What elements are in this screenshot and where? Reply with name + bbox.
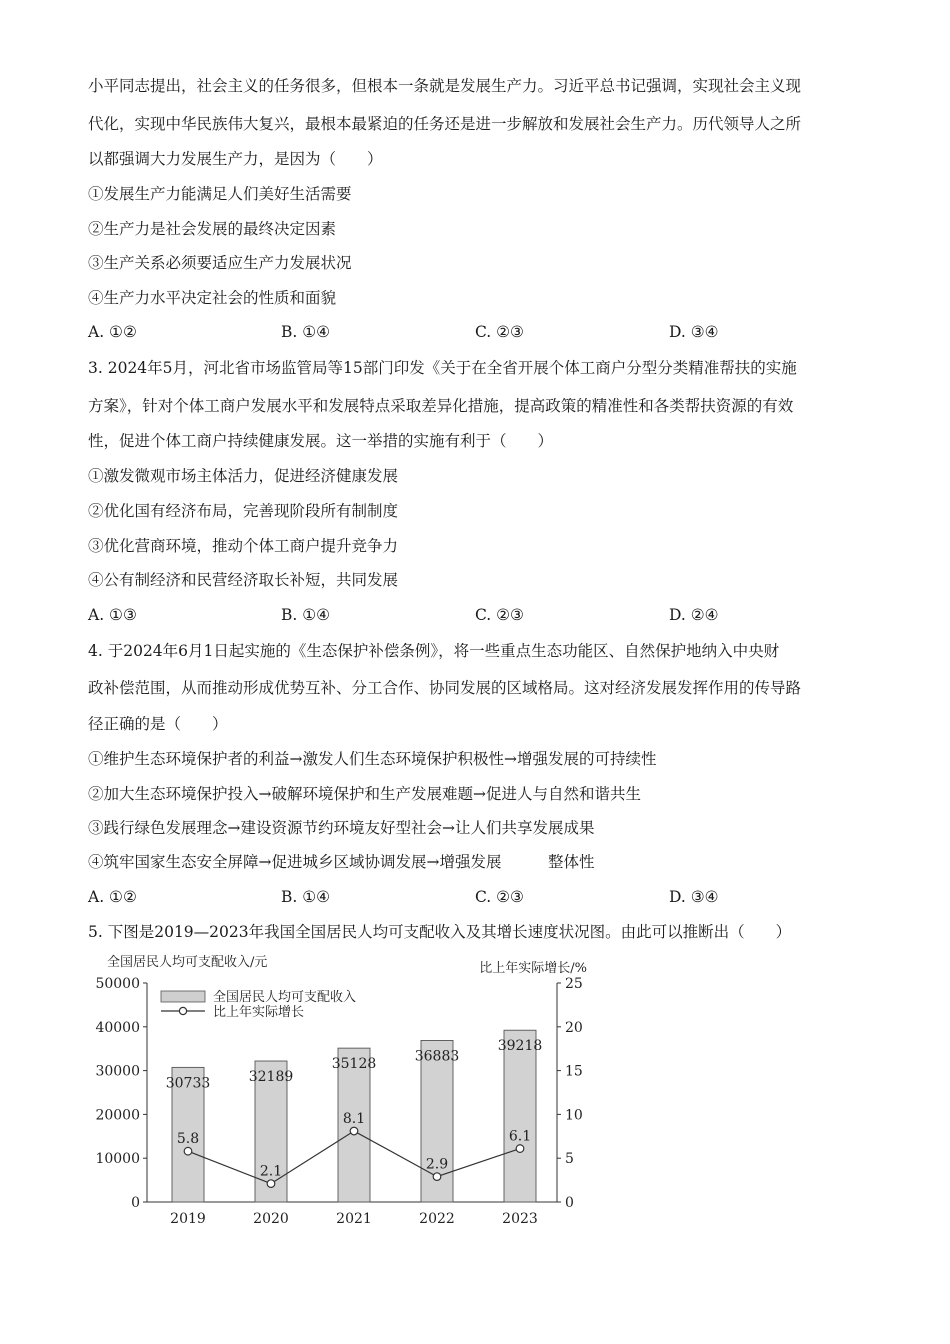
legend-line-label: 比上年实际增长 [213,1005,305,1020]
x-tick-label: 2022 [419,1211,455,1227]
q2-item-2: ②生产力是社会发展的最终决定因素 [88,220,337,238]
growth-value-label: 6.1 [508,1128,532,1145]
bar-value-label: 30733 [165,1075,211,1092]
right-axis-label: 比上年实际增长/% [479,961,587,976]
right-tick-label: 20 [565,1019,583,1036]
left-tick-label: 20000 [95,1107,140,1124]
q3-stem-line-1: 3. 2024年5月，河北省市场监管局等15部门印发《关于在全省开展个体工商户分型分类精准帮扶的实施 [88,359,797,377]
q2-item-3: ③生产关系必须要适应生产力发展状况 [88,254,352,272]
right-tick-label: 5 [565,1151,574,1168]
q2-option-d: D. ③④ [669,323,719,341]
bar-value-label: 36883 [414,1048,460,1065]
q3-item-2: ②优化国有经济布局，完善现阶段所有制制度 [88,502,399,520]
bar-value-label: 35128 [331,1056,377,1073]
bar-value-label: 32189 [248,1069,294,1086]
bar-2023 [504,1030,536,1202]
q4-stem-line-1: 4. 于2024年6月1日起实施的《生态保护补偿条例》，将一些重点生态功能区、自然保护地纳入中央财 [88,642,780,660]
q3-item-1: ①激发微观市场主体活力，促进经济健康发展 [88,467,399,485]
q3-option-a: A. ①③ [88,606,137,624]
q2-option-b: B. ①④ [281,323,331,341]
legend-bar-label: 全国居民人均可支配收入 [213,990,357,1005]
q3-item-4: ④公有制经济和民营经济取长补短，共同发展 [88,571,399,589]
legend-line-marker [179,1007,186,1014]
q3-stem-line-3: 性，促进个体工商户持续健康发展。这一举措的实施有利于（ ） [88,432,554,450]
x-tick-label: 2023 [502,1211,538,1227]
growth-point-2023 [516,1145,524,1153]
left-axis-label: 全国居民人均可支配收入/元 [107,955,268,970]
q3-option-c: C. ②③ [475,606,524,624]
growth-point-2019 [184,1147,192,1155]
q2-item-4: ④生产力水平决定社会的性质和面貌 [88,289,337,307]
q4-option-b: B. ①④ [281,888,331,906]
q3-option-b: B. ①④ [281,606,331,624]
growth-point-2020 [267,1180,275,1188]
legend-bar-swatch [161,991,205,1002]
q4-stem-line-3: 径正确的是（ ） [88,715,228,733]
income-growth-chart [95,950,605,1240]
q3-stem-line-2: 方案》，针对个体工商户发展水平和发展特点采取差异化措施，提高政策的精准性和各类帮扶资源的有效 [88,397,794,415]
q2-option-c: C. ②③ [475,323,524,341]
growth-value-label: 8.1 [342,1111,366,1128]
left-tick-label: 10000 [95,1151,140,1168]
q4-item-3: ③践行绿色发展理念→建设资源节约环境友好型社会→让人们共享发展成果 [88,819,595,837]
q2-stem-line-2: 代化，实现中华民族伟大复兴，最根本最紧迫的任务还是进一步解放和发展社会生产力。历代领导人之所 [88,115,802,133]
right-tick-label: 0 [565,1195,574,1211]
q4-item-1: ①维护生态环境保护者的利益→激发人们生态环境保护积极性→增强发展的可持续性 [88,750,657,768]
x-tick-label: 2021 [336,1211,372,1227]
right-tick-label: 10 [565,1107,583,1124]
q4-option-d: D. ③④ [669,888,719,906]
q2-option-a: A. ①② [88,323,137,341]
bar-value-label: 39218 [497,1038,543,1055]
growth-point-2022 [433,1173,441,1181]
q4-item-2: ②加大生态环境保护投入→破解环境保护和生产发展难题→促进人与自然和谐共生 [88,785,641,803]
q2-stem-line-1: 小平同志提出，社会主义的任务很多，但根本一条就是发展生产力。习近平总书记强调，实现社会主义现 [88,77,802,95]
x-tick-label: 2020 [253,1211,289,1227]
q5-stem: 5. 下图是2019—2023年我国全国居民人均可支配收入及其增长速度状况图。由此可以推断出（ ） [88,923,792,941]
q4-option-a: A. ①② [88,888,137,906]
left-tick-label: 50000 [95,976,140,992]
legend [161,989,356,1020]
right-tick-label: 15 [565,1063,583,1080]
growth-value-label: 2.9 [425,1156,449,1173]
left-tick-label: 30000 [95,1063,140,1080]
q2-stem-line-3: 以都强调大力发展生产力，是因为（ ） [88,150,383,168]
q4-option-c: C. ②③ [475,888,524,906]
q4-item-4: ④筑牢国家生态安全屏障→促进城乡区域协调发展→增强发展 整体性 [88,853,595,871]
q2-item-1: ①发展生产力能满足人们美好生活需要 [88,185,352,203]
growth-value-label: 5.8 [176,1131,200,1148]
left-tick-label: 0 [131,1195,140,1211]
x-tick-label: 2019 [170,1211,206,1227]
q3-item-3: ③优化营商环境，推动个体工商户提升竞争力 [88,537,399,555]
growth-point-2021 [350,1127,358,1135]
q4-stem-line-2: 政补偿范围，从而推动形成优势互补、分工合作、协同发展的区域格局。这对经济发展发挥作用的传导路 [88,679,802,697]
left-tick-label: 40000 [95,1019,140,1036]
growth-value-label: 2.1 [259,1163,283,1180]
right-tick-label: 25 [565,976,583,992]
q3-option-d: D. ②④ [669,606,719,624]
